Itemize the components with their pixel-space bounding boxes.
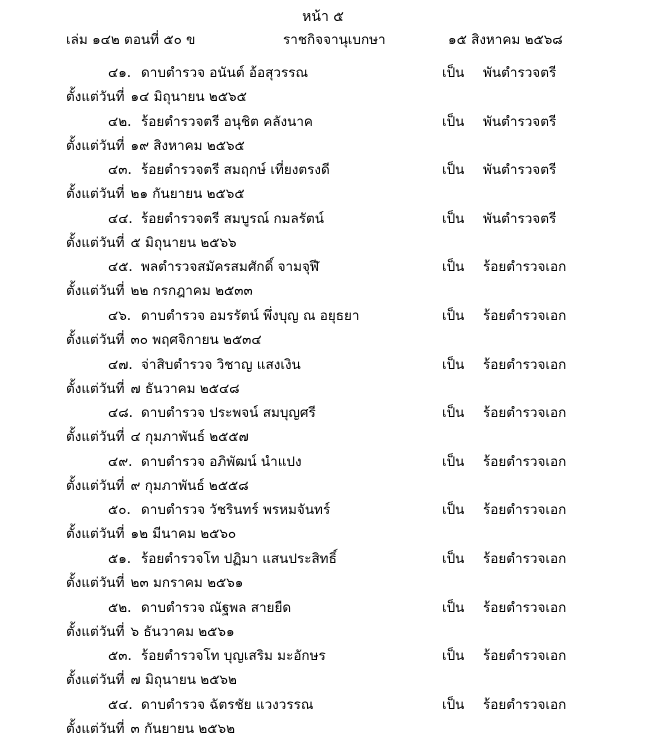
effective-date-line (66, 670, 237, 690)
entry-number: ๔๗. (108, 356, 133, 373)
effective-date: ๒๒ กรกฎาคม ๒๕๓๓ (130, 283, 253, 300)
since-label: ตั้งแต่วันที่ (66, 672, 125, 689)
entry-number: ๕๔. (108, 696, 133, 713)
since-label: ตั้งแต่วันที่ (66, 526, 125, 543)
officer-name: ดาบตำรวจ อมรรัตน์ พึ่งบุญ ณ อยุธยา (141, 307, 360, 324)
effective-date: ๖ ธันวาคม ๒๕๖๑ (130, 623, 235, 640)
entry-main-line (0, 549, 646, 569)
effective-date-line (66, 233, 237, 253)
officer-name: ดาบตำรวจ ฉัตรชัย แวงวรรณ (141, 696, 314, 713)
page-number: หน้า ๕ (302, 9, 344, 25)
new-rank: พันตำรวจตรี (483, 162, 557, 179)
new-rank: พันตำรวจตรี (483, 210, 557, 227)
new-rank: ร้อยตำรวจเอก (483, 696, 567, 713)
effective-date-line (66, 330, 262, 350)
officer-name: ร้อยตำรวจโท บุญเสริม มะอักษร (141, 648, 326, 665)
appointment-entry (0, 63, 646, 112)
entry-main-line (0, 355, 646, 375)
appointment-entry (0, 355, 646, 404)
effective-date-line (66, 476, 249, 496)
entry-number: ๔๘. (108, 405, 133, 422)
as-word: เป็น (442, 599, 465, 616)
appointment-list (0, 63, 646, 743)
effective-date-line (66, 524, 236, 544)
entry-main-line (0, 500, 646, 520)
effective-date: ๙ กุมภาพันธ์ ๒๕๕๘ (130, 477, 249, 494)
entry-main-line (0, 63, 646, 83)
appointment-entry (0, 695, 646, 744)
as-word: เป็น (442, 259, 465, 276)
entry-main-line (0, 403, 646, 423)
effective-date: ๑๙ สิงหาคม ๒๕๖๕ (130, 137, 245, 154)
entry-number: ๔๔. (108, 210, 133, 227)
as-word: เป็น (442, 405, 465, 422)
officer-name: ดาบตำรวจ ณัฐพล สายยืด (141, 599, 292, 616)
officer-name: จ่าสิบตำรวจ วิชาญ แสงเงิน (141, 356, 301, 373)
appointment-entry (0, 598, 646, 647)
new-rank: ร้อยตำรวจเอก (483, 550, 567, 567)
since-label: ตั้งแต่วันที่ (66, 380, 125, 397)
as-word: เป็น (442, 65, 465, 81)
officer-name: ร้อยตำรวจตรี สมฤกษ์ เที่ยงตรงดี (141, 162, 330, 179)
entry-number: ๕๐. (108, 502, 131, 519)
new-rank: ร้อยตำรวจเอก (483, 307, 567, 324)
effective-date-line (66, 573, 243, 593)
new-rank: ร้อยตำรวจเอก (483, 453, 567, 470)
officer-name: ดาบตำรวจ อภิพัฒน์ นำแปง (141, 453, 302, 470)
entry-main-line (0, 160, 646, 180)
entry-number: ๕๒. (108, 599, 132, 616)
as-word: เป็น (442, 162, 465, 179)
entry-number: ๕๑. (108, 550, 132, 567)
since-label: ตั้งแต่วันที่ (66, 89, 125, 105)
effective-date-line (66, 184, 245, 204)
as-word: เป็น (442, 113, 465, 130)
officer-name: ร้อยตำรวจตรี อนุชิต คลังนาค (141, 113, 313, 130)
new-rank: พันตำรวจตรี (483, 113, 557, 130)
effective-date-line (66, 281, 253, 301)
officer-name: ดาบตำรวจ ประพจน์ สมบุญศรี (141, 405, 316, 422)
entry-main-line (0, 257, 646, 277)
officer-name: ร้อยตำรวจตรี สมบูรณ์ กมลรัตน์ (141, 210, 325, 227)
publication-date: ๑๕ สิงหาคม ๒๕๖๘ (448, 32, 563, 48)
entry-main-line (0, 598, 646, 618)
new-rank: พันตำรวจตรี (483, 65, 557, 81)
new-rank: ร้อยตำรวจเอก (483, 502, 567, 519)
entry-number: ๔๖. (108, 307, 132, 324)
since-label: ตั้งแต่วันที่ (66, 574, 125, 591)
since-label: ตั้งแต่วันที่ (66, 283, 125, 300)
appointment-entry (0, 209, 646, 258)
effective-date-line (66, 427, 249, 447)
as-word: เป็น (442, 550, 465, 567)
appointment-entry (0, 257, 646, 306)
appointment-entry (0, 160, 646, 209)
officer-name: ดาบตำรวจ อนันต์ อ้อสุวรรณ (141, 65, 308, 81)
entry-number: ๕๓. (108, 648, 132, 665)
as-word: เป็น (442, 696, 465, 713)
gazette-title: ราชกิจจานุเบกษา (283, 32, 386, 48)
entry-number: ๔๒. (108, 113, 132, 130)
effective-date: ๒๑ กันยายน ๒๕๖๕ (130, 186, 245, 203)
as-word: เป็น (442, 307, 465, 324)
entry-main-line (0, 695, 646, 715)
officer-name: พลตำรวจสมัครสมศักดิ์ จามจุฬี (141, 259, 320, 276)
appointment-entry (0, 500, 646, 549)
effective-date: ๔ กุมภาพันธ์ ๒๕๕๗ (130, 429, 249, 446)
entry-main-line (0, 112, 646, 132)
effective-date: ๗ ธันวาคม ๒๕๔๘ (130, 380, 240, 397)
since-label: ตั้งแต่วันที่ (66, 186, 125, 203)
as-word: เป็น (442, 356, 465, 373)
effective-date-line (66, 136, 245, 156)
appointment-entry (0, 403, 646, 452)
as-word: เป็น (442, 648, 465, 665)
appointment-entry (0, 549, 646, 598)
entry-number: ๔๑. (108, 65, 132, 81)
since-label: ตั้งแต่วันที่ (66, 429, 125, 446)
effective-date: ๑๒ มีนาคม ๒๕๖๐ (130, 526, 237, 543)
new-rank: ร้อยตำรวจเอก (483, 648, 567, 665)
as-word: เป็น (442, 210, 465, 227)
appointment-entry (0, 452, 646, 501)
entry-number: ๔๙. (108, 453, 133, 470)
effective-date: ๒๓ มกราคม ๒๕๖๑ (130, 574, 244, 591)
as-word: เป็น (442, 502, 465, 519)
entry-main-line (0, 452, 646, 472)
new-rank: ร้อยตำรวจเอก (483, 599, 567, 616)
since-label: ตั้งแต่วันที่ (66, 137, 125, 154)
new-rank: ร้อยตำรวจเอก (483, 259, 567, 276)
entry-main-line (0, 646, 646, 666)
entry-main-line (0, 209, 646, 229)
since-label: ตั้งแต่วันที่ (66, 720, 125, 737)
new-rank: ร้อยตำรวจเอก (483, 356, 567, 373)
since-label: ตั้งแต่วันที่ (66, 477, 125, 494)
appointment-entry (0, 306, 646, 355)
entry-main-line (0, 306, 646, 326)
effective-date: ๓๐ พฤศจิกายน ๒๕๓๔ (130, 331, 262, 348)
appointment-entry (0, 112, 646, 161)
since-label: ตั้งแต่วันที่ (66, 623, 125, 640)
officer-name: ดาบตำรวจ วัชรินทร์ พรหมจันทร์ (141, 502, 331, 519)
effective-date: ๑๔ มิถุนายน ๒๕๖๕ (130, 89, 247, 105)
since-label: ตั้งแต่วันที่ (66, 331, 125, 348)
effective-date-line (66, 379, 240, 399)
effective-date: ๕ มิถุนายน ๒๕๖๖ (130, 234, 237, 251)
new-rank: ร้อยตำรวจเอก (483, 405, 567, 422)
effective-date: ๓ กันยายน ๒๕๖๒ (130, 720, 235, 737)
as-word: เป็น (442, 453, 465, 470)
volume-issue-label: เล่ม ๑๔๒ ตอนที่ ๕๐ ข (66, 32, 196, 48)
effective-date: ๗ มิถุนายน ๒๕๖๒ (130, 672, 237, 689)
officer-name: ร้อยตำรวจโท ปฏิมา แสนประสิทธิ์ (141, 550, 337, 567)
entry-number: ๔๕. (108, 259, 133, 276)
effective-date-line (66, 719, 235, 739)
entry-number: ๔๓. (108, 162, 132, 179)
effective-date-line (66, 87, 247, 107)
effective-date-line (66, 622, 235, 642)
appointment-entry (0, 646, 646, 695)
since-label: ตั้งแต่วันที่ (66, 234, 125, 251)
